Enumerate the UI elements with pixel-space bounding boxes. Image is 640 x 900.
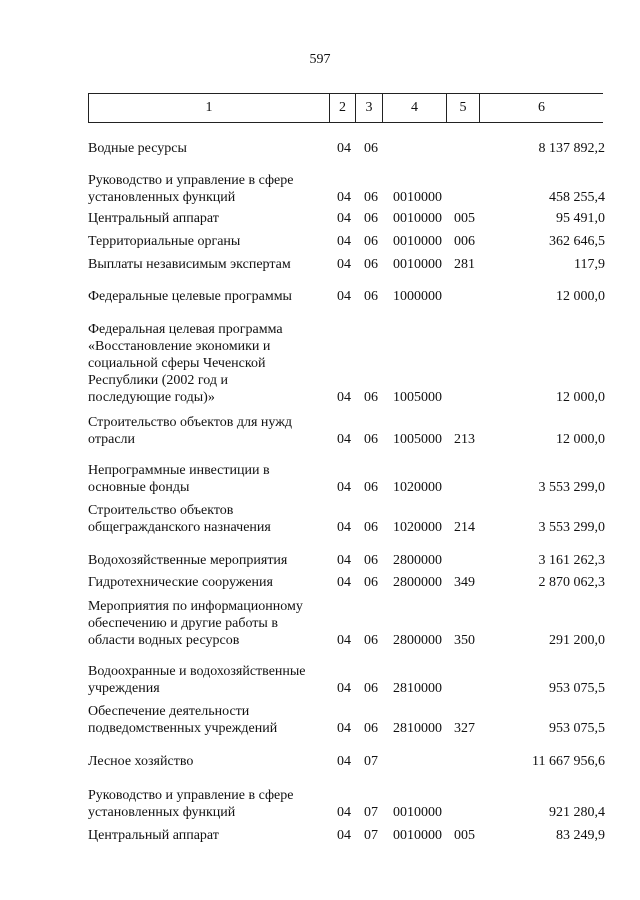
row-name bbox=[88, 574, 328, 591]
row-c2: 04 bbox=[337, 828, 351, 843]
row-name-line: социальной сферы Чеченской bbox=[88, 356, 266, 371]
row-name bbox=[88, 414, 328, 448]
row-c3: 06 bbox=[364, 390, 378, 405]
row-c6: 953 075,5 bbox=[549, 721, 605, 736]
row-c2: 04 bbox=[337, 211, 351, 226]
row-name-line: Обеспечение деятельности bbox=[88, 704, 250, 719]
row-c2: 04 bbox=[337, 190, 351, 205]
row-c6: 3 553 299,0 bbox=[538, 480, 605, 495]
header-col-1: 1 bbox=[89, 94, 330, 122]
row-c2: 04 bbox=[337, 754, 351, 769]
row-c4: 2800000 bbox=[393, 553, 442, 568]
row-c3: 06 bbox=[364, 480, 378, 495]
header-col-5: 5 bbox=[447, 94, 480, 122]
row-c2: 04 bbox=[337, 681, 351, 696]
row-c3: 07 bbox=[364, 828, 378, 843]
row-name bbox=[88, 502, 328, 536]
row-c5: 006 bbox=[454, 234, 475, 249]
row-c3: 06 bbox=[364, 234, 378, 249]
row-name-line: установленных функций bbox=[88, 190, 236, 205]
row-c2: 04 bbox=[337, 721, 351, 736]
row-c5: 350 bbox=[454, 633, 475, 648]
row-name bbox=[88, 256, 328, 273]
row-c3: 06 bbox=[364, 681, 378, 696]
row-c6: 458 255,4 bbox=[549, 190, 605, 205]
row-name-line: Выплаты независимым экспертам bbox=[88, 257, 291, 272]
row-c2: 04 bbox=[337, 575, 351, 590]
header-col-6: 6 bbox=[538, 100, 545, 115]
row-c6: 953 075,5 bbox=[549, 681, 605, 696]
row-name-line: Строительство объектов bbox=[88, 503, 234, 518]
row-c2: 04 bbox=[337, 141, 351, 156]
row-c4: 2810000 bbox=[393, 721, 442, 736]
row-name-line: Центральный аппарат bbox=[88, 211, 219, 226]
row-c2: 04 bbox=[337, 432, 351, 447]
row-name bbox=[88, 210, 328, 227]
row-name-line: отрасли bbox=[88, 432, 136, 447]
row-name-line: подведомственных учреждений bbox=[88, 721, 278, 736]
row-name-line: области водных ресурсов bbox=[88, 633, 240, 648]
row-c2: 04 bbox=[337, 390, 351, 405]
row-name-line: Центральный аппарат bbox=[88, 828, 219, 843]
row-c4: 0010000 bbox=[393, 211, 442, 226]
row-name-line: общегражданского назначения bbox=[88, 520, 271, 535]
row-name bbox=[88, 233, 328, 250]
row-name-line: Лесное хозяйство bbox=[88, 754, 194, 769]
row-c3: 06 bbox=[364, 141, 378, 156]
row-c4: 1005000 bbox=[393, 432, 442, 447]
row-name-line: Федеральная целевая программа bbox=[88, 322, 283, 337]
row-name-line: Республики (2002 год и bbox=[88, 373, 228, 388]
row-name bbox=[88, 787, 328, 821]
row-c6: 11 667 956,6 bbox=[532, 754, 605, 769]
row-name bbox=[88, 598, 328, 649]
row-name-line: обеспечению и другие работы в bbox=[88, 616, 278, 631]
row-c2: 04 bbox=[337, 553, 351, 568]
row-name-line: Водохозяйственные мероприятия bbox=[88, 553, 288, 568]
row-name bbox=[88, 827, 328, 844]
row-c5: 005 bbox=[454, 828, 475, 843]
row-c4: 0010000 bbox=[393, 234, 442, 249]
row-c3: 07 bbox=[364, 754, 378, 769]
row-name-line: Водоохранные и водохозяйственные bbox=[88, 664, 306, 679]
row-c3: 06 bbox=[364, 721, 378, 736]
table-header bbox=[88, 93, 603, 123]
row-c4: 1000000 bbox=[393, 289, 442, 304]
header-col-2: 2 bbox=[330, 94, 356, 122]
row-c6: 12 000,0 bbox=[556, 289, 605, 304]
row-name-line: основные фонды bbox=[88, 480, 190, 495]
row-c2: 04 bbox=[337, 480, 351, 495]
row-c3: 06 bbox=[364, 432, 378, 447]
row-name bbox=[88, 552, 328, 569]
row-name bbox=[88, 462, 328, 496]
row-name bbox=[88, 172, 328, 206]
row-c4: 1020000 bbox=[393, 520, 442, 535]
row-name-line: «Восстановление экономики и bbox=[88, 339, 271, 354]
row-c3: 06 bbox=[364, 190, 378, 205]
row-c4: 2800000 bbox=[393, 633, 442, 648]
header-col-4: 4 bbox=[383, 94, 447, 122]
row-c4: 0010000 bbox=[393, 257, 442, 272]
header-col-3: 3 bbox=[356, 94, 383, 122]
row-c6: 2 870 062,3 bbox=[538, 575, 605, 590]
row-c6: 8 137 892,2 bbox=[538, 141, 605, 156]
row-name-line: Федеральные целевые программы bbox=[88, 289, 292, 304]
row-c6: 3 553 299,0 bbox=[538, 520, 605, 535]
row-c3: 06 bbox=[364, 633, 378, 648]
row-c6: 3 161 262,3 bbox=[538, 553, 605, 568]
row-c2: 04 bbox=[337, 257, 351, 272]
row-c6: 12 000,0 bbox=[556, 432, 605, 447]
row-c4: 0010000 bbox=[393, 805, 442, 820]
row-c4: 2810000 bbox=[393, 681, 442, 696]
row-name-line: Строительство объектов для нужд bbox=[88, 415, 293, 430]
row-c2: 04 bbox=[337, 234, 351, 249]
row-c2: 04 bbox=[337, 633, 351, 648]
row-c6: 95 491,0 bbox=[556, 211, 605, 226]
row-c2: 04 bbox=[337, 805, 351, 820]
row-c3: 06 bbox=[364, 289, 378, 304]
row-c5: 005 bbox=[454, 211, 475, 226]
row-c5: 213 bbox=[454, 432, 475, 447]
row-name-line: Руководство и управление в сфере bbox=[88, 173, 294, 188]
row-c4: 2800000 bbox=[393, 575, 442, 590]
row-name-line: Руководство и управление в сфере bbox=[88, 788, 294, 803]
row-c3: 06 bbox=[364, 553, 378, 568]
row-c3: 06 bbox=[364, 211, 378, 226]
row-name-line: Территориальные органы bbox=[88, 234, 241, 249]
row-c4: 1020000 bbox=[393, 480, 442, 495]
row-c6: 83 249,9 bbox=[556, 828, 605, 843]
row-c5: 327 bbox=[454, 721, 475, 736]
row-name-line: Мероприятия по информационному bbox=[88, 599, 303, 614]
row-c3: 06 bbox=[364, 257, 378, 272]
row-name-line: Водные ресурсы bbox=[88, 141, 187, 156]
row-name bbox=[88, 703, 328, 737]
row-c6: 12 000,0 bbox=[556, 390, 605, 405]
row-c3: 06 bbox=[364, 520, 378, 535]
row-c6: 921 280,4 bbox=[549, 805, 605, 820]
row-c6: 117,9 bbox=[574, 257, 605, 272]
row-name-line: установленных функций bbox=[88, 805, 236, 820]
row-c5: 349 bbox=[454, 575, 475, 590]
row-c6: 362 646,5 bbox=[549, 234, 605, 249]
row-c4: 1005000 bbox=[393, 390, 442, 405]
row-name bbox=[88, 663, 328, 697]
row-c3: 07 bbox=[364, 805, 378, 820]
row-name bbox=[88, 288, 328, 305]
row-c4: 0010000 bbox=[393, 190, 442, 205]
row-c4: 0010000 bbox=[393, 828, 442, 843]
row-name bbox=[88, 321, 328, 406]
row-c5: 281 bbox=[454, 257, 475, 272]
row-c2: 04 bbox=[337, 520, 351, 535]
row-name bbox=[88, 140, 328, 157]
row-name-line: учреждения bbox=[88, 681, 160, 696]
row-c5: 214 bbox=[454, 520, 475, 535]
row-name-line: Гидротехнические сооружения bbox=[88, 575, 273, 590]
row-c6: 291 200,0 bbox=[549, 633, 605, 648]
row-c2: 04 bbox=[337, 289, 351, 304]
row-name-line: последующие годы)» bbox=[88, 390, 215, 405]
page-number: 597 bbox=[309, 52, 331, 67]
row-name-line: Непрограммные инвестиции в bbox=[88, 463, 270, 478]
row-name bbox=[88, 753, 328, 770]
row-c3: 06 bbox=[364, 575, 378, 590]
